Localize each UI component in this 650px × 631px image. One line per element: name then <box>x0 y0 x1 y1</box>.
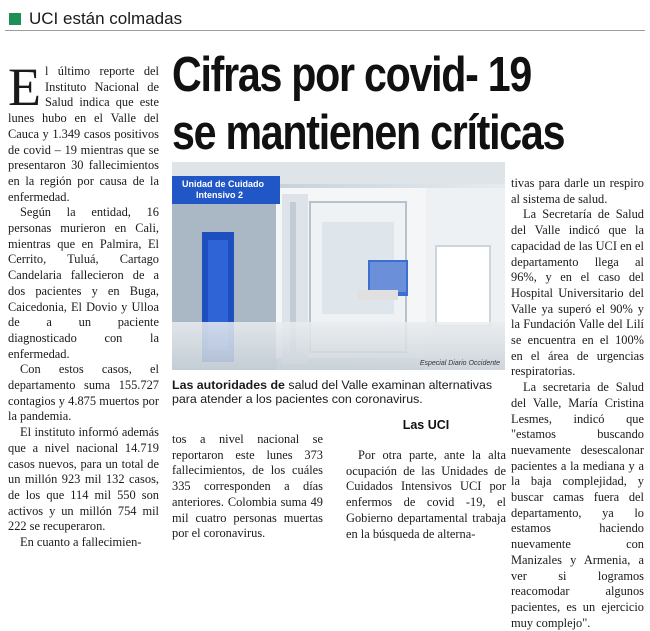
article-photo <box>172 162 505 370</box>
photo-caption <box>172 378 505 406</box>
drop-cap: E <box>8 57 41 117</box>
headline-line-2: se mantienen críticas <box>172 106 565 160</box>
section-square-icon <box>9 13 21 25</box>
paragraph: En cuanto a fallecimien- <box>20 535 142 550</box>
caption-text: salud del Valle examinan alternativas para atender a los pacientes con coronavirus. <box>172 378 493 406</box>
article-column-2 <box>172 432 323 542</box>
subheading: Las UCI <box>402 418 450 432</box>
headline-line-1: Cifras por covid- 19 <box>172 48 532 102</box>
article-column-3 <box>346 448 506 542</box>
paragraph: tos a nivel nacional se reportaron este lunes 373 fallecimientos, de los cuáles 335 corresponden a días anteriores. Colombia suma 49 mil cuatro personas muertas por el coronavirus. <box>172 432 323 541</box>
paragraph: l último reporte del Instituto Nacional de Salud indica que este lunes hubo en el Valle del Cauca y 1.349 casos positivos de covid – 19 mientras que se presentaron 30 fallecimientos en la región por causa de la enfermedad. <box>8 64 159 204</box>
paragraph: Según la entidad, 16 personas murieron en Cali, mientras que en Palmira, El Cerrito, Tuluá, Cartago Candelaria fallecieron de a dos pacientes y en Buga, Caicedonia, El Dovio y Ulloa de a un paciente diagnosticado con la enfermedad. <box>8 205 159 361</box>
paragraph: El instituto informó además que a nivel nacional 14.719 casos nuevos, para un total de un millón 923 mil 132 casos, de los que 114 mil 550 son activos y un millón 754 mil 222 se recuperaron. <box>8 425 159 534</box>
article-column-4 <box>511 176 644 631</box>
article-column-1 <box>8 57 159 551</box>
section-header <box>5 8 645 31</box>
headline <box>172 46 642 162</box>
icu-photo-illustration <box>172 162 505 370</box>
paragraph: tivas para darle un respiro al sistema de salud. <box>511 176 644 206</box>
paragraph: Por otra parte, ante la alta ocupación de las Unidades de Cuidados Intensivos UCI por enfermos de covid -19, el Gobierno departamental trabaja en la búsqueda de alterna- <box>346 448 506 541</box>
caption-bold: Las autoridades de <box>172 378 285 392</box>
sign-line-2: Intensivo 2 <box>196 190 244 200</box>
sign-line-1: Unidad de Cuidado <box>182 179 264 189</box>
paragraph: La secretaria de Salud del Valle, María Cristina Lesmes, indicó que "estamos buscando nuevamente desescalonar pacientes a la mediana y a la baja complejidad, y buscar camas fuera del departamento, ya lo estamos haciendo nuevamente con Manizales y Armenia, a ver si logramos reacomodar algunos pacientes, es un ejercicio muy complejo". <box>511 380 644 630</box>
paragraph: Con estos casos, el departamento suma 155.727 contagios y 4.875 muertos por la pandemia. <box>8 362 159 424</box>
paragraph: La Secretaría de Salud del Valle indicó que la capacidad de las UCI en el departamento llega al 96%, y en el caso del Hospital Universitario del Valle ya superó el 90% y la Fundación Valle del Lilí se encuentra en el 100% en el área de urgencias respiratorias. <box>511 207 644 379</box>
section-label: UCI están colmadas <box>29 9 183 28</box>
photo-credit: Especial Diario Occidente <box>419 360 500 367</box>
